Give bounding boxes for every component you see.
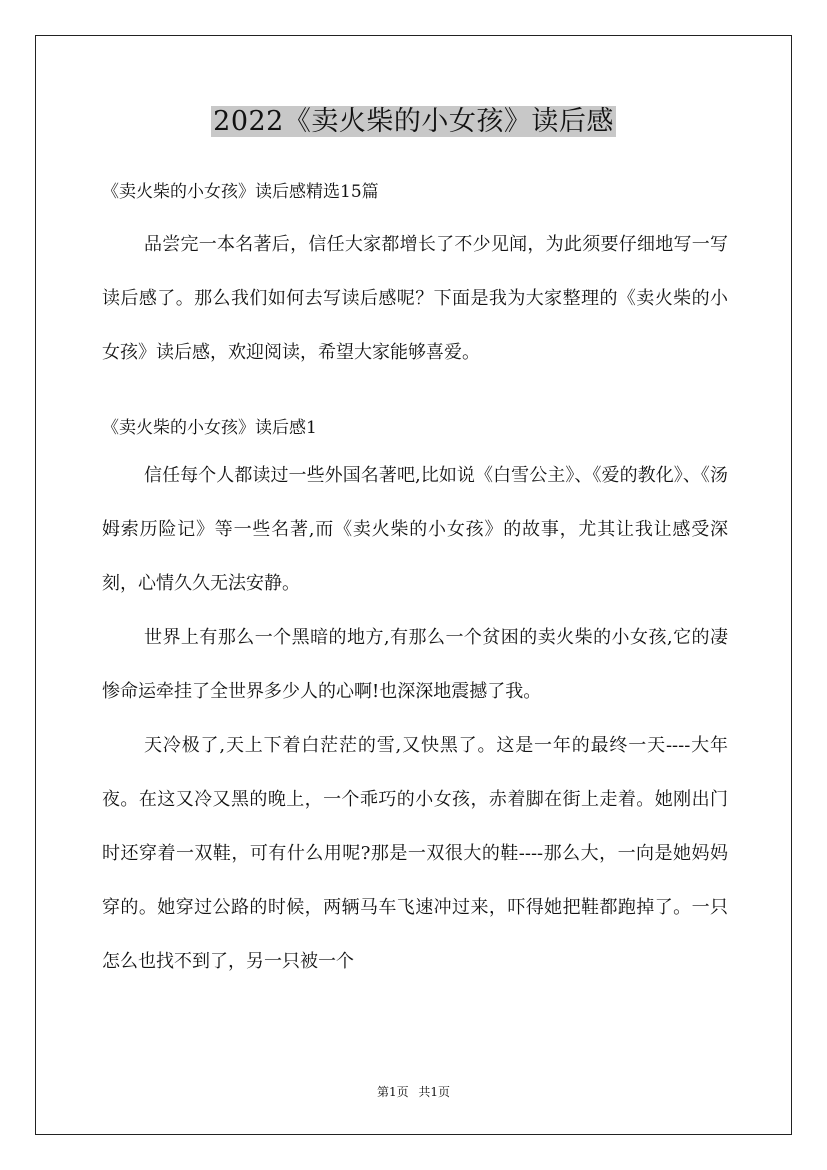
document-body bbox=[102, 178, 728, 989]
document-title-text: 2022《卖火柴的小女孩》读后感 bbox=[213, 106, 614, 137]
page-total: 共1页 bbox=[418, 1085, 451, 1099]
page-number: 第1页 bbox=[376, 1085, 409, 1099]
document-subtitle: 《卖火柴的小女孩》读后感精选15篇 bbox=[102, 182, 379, 202]
body-paragraph-2: 世界上有那么一个黑暗的地方,有那么一个贫困的卖火柴的小女孩,它的凄惨命运牵挂了全世界多少人的心啊!也深深地震撼了我。 bbox=[102, 627, 728, 702]
document-title bbox=[0, 102, 827, 142]
body-paragraph-1: 信任每个人都读过一些外国名著吧,比如说《白雪公主》、《爱的教化》、《汤姆索历险记》等一些名著,而《卖火柴的小女孩》的故事，尤其让我让感受深刻，心情久久无法安静。 bbox=[102, 465, 728, 594]
body-paragraph-3: 天冷极了,天上下着白茫茫的雪,又快黑了。这是一年的最终一天----大年夜。在这又冷又黑的晚上，一个乖巧的小女孩，赤着脚在街上走着。她刚出门时还穿着一双鞋，可有什么用呢?那是一双很大的鞋----那么大，一向是她妈妈穿的。她穿过公路的时候，两辆马车飞速冲过来，吓得她把鞋都跑掉了。一只怎么也找不到了，另一只被一个 bbox=[102, 735, 728, 972]
intro-paragraph: 品尝完一本名著后，信任大家都增长了不少见闻，为此须要仔细地写一写读后感了。那么我们如何去写读后感呢？下面是我为大家整理的《卖火柴的小女孩》读后感，欢迎阅读，希望大家能够喜爱。 bbox=[102, 234, 728, 363]
page-footer bbox=[0, 1083, 827, 1101]
section-heading: 《卖火柴的小女孩》读后感1 bbox=[102, 418, 317, 438]
